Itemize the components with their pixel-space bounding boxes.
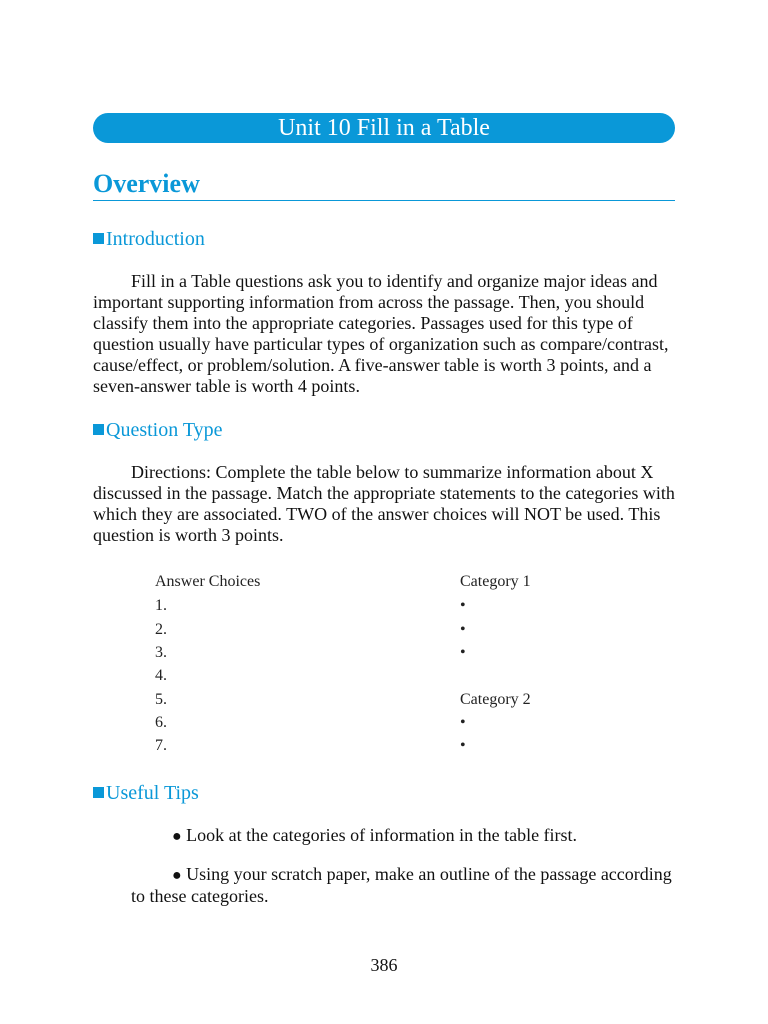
square-bullet-icon (93, 424, 104, 435)
category-bullet: • (460, 714, 466, 731)
question-type-heading-label: Question Type (106, 419, 223, 441)
category-bullet: • (460, 597, 466, 614)
category-bullet: • (460, 621, 466, 638)
page-number: 386 (370, 955, 398, 975)
unit-title: Unit 10 Fill in a Table (278, 115, 490, 141)
question-type-heading (93, 418, 223, 442)
answer-choice: 4. (155, 667, 167, 684)
answer-choice: 1. (155, 597, 167, 614)
answer-choice: 6. (155, 714, 167, 731)
square-bullet-icon (93, 787, 104, 798)
category-bullet: • (460, 737, 466, 754)
category-2-header: Category 2 (460, 691, 531, 708)
overview-heading: Overview (93, 169, 200, 198)
answer-choice: 2. (155, 621, 167, 638)
answer-choice: 3. (155, 644, 167, 661)
introduction-heading (93, 227, 205, 251)
introduction-heading-label: Introduction (106, 228, 205, 250)
useful-tips-heading-label: Useful Tips (106, 782, 199, 804)
answer-choices-header: Answer Choices (155, 573, 261, 590)
introduction-paragraph: Fill in a Table questions ask you to identify and organize major ideas and important supporting information from across the passage. Then, you should classify them into the appropriate categories. Passages used for this type of question usually have particular types of organization such as compare/contrast, cause/effect, or problem/solution. A five-answer table is worth 3 points, and a seven-answer table is worth 4 points. (93, 271, 669, 396)
tip-text: Using your scratch paper, make an outline of the passage according to these categories. (131, 864, 672, 906)
unit-title-banner (93, 113, 675, 143)
answer-choice: 7. (155, 737, 167, 754)
useful-tips-heading (93, 781, 199, 805)
filled-circle-bullet-icon: ● (172, 867, 182, 884)
tip-item (172, 825, 672, 847)
overview-divider (93, 200, 675, 201)
category-1-header: Category 1 (460, 573, 531, 590)
answer-choice: 5. (155, 691, 167, 708)
square-bullet-icon (93, 233, 104, 244)
tip-item (131, 864, 676, 907)
category-bullet: • (460, 644, 466, 661)
filled-circle-bullet-icon: ● (172, 828, 182, 845)
tip-text: Look at the categories of information in the table first. (186, 825, 578, 845)
question-type-paragraph: Directions: Complete the table below to summarize information about X discussed in the passage. Match the appropriate statements to the categories with which they are associated. TWO of the answer choices will NOT be used. This question is worth 3 points. (93, 462, 675, 545)
